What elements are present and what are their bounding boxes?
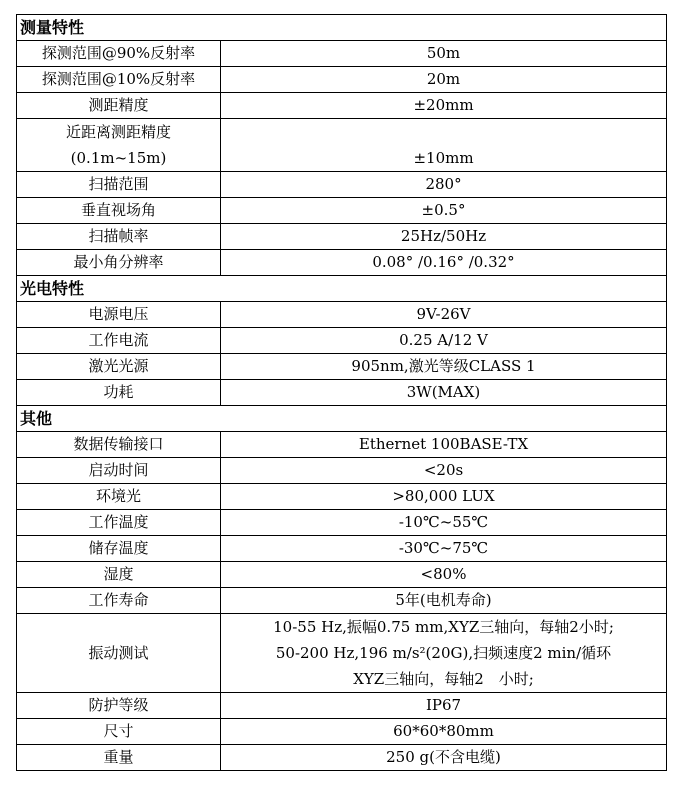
spec-label: 扫描范围 [17,172,221,198]
spec-label: 电源电压 [17,302,221,328]
spec-label: 振动测试 [17,614,221,693]
spec-value: -30℃~75℃ [221,536,667,562]
table-row [17,380,667,406]
table-row [17,745,667,771]
table-row [17,302,667,328]
table-row [17,67,667,93]
spec-value: ±10mm [221,119,667,172]
spec-value: 60*60*80mm [221,719,667,745]
table-row [17,93,667,119]
spec-value: 250 g(不含电缆) [221,745,667,771]
spec-label: 重量 [17,745,221,771]
spec-value: 905nm,激光等级CLASS 1 [221,354,667,380]
spec-label: 测距精度 [17,93,221,119]
section-title-optoelectronic: 光电特性 [17,276,667,302]
spec-value: 0.08° /0.16° /0.32° [221,250,667,276]
spec-value: -10℃~55℃ [221,510,667,536]
spec-value: 280° [221,172,667,198]
spec-label: 储存温度 [17,536,221,562]
spec-value-line: XYZ三轴向，每轴2 小时; [353,670,534,688]
spec-value: 5年(电机寿命) [221,588,667,614]
spec-label: 功耗 [17,380,221,406]
table-row [17,614,667,693]
table-row [17,354,667,380]
table-row [17,328,667,354]
table-row [17,588,667,614]
table-row [17,719,667,745]
section-title-measurement: 测量特性 [17,15,667,41]
spec-value: 9V-26V [221,302,667,328]
spec-label-line: (0.1m~15m) [70,149,167,167]
table-row [17,198,667,224]
spec-value: Ethernet 100BASE-TX [221,432,667,458]
spec-value-multiline [221,614,667,693]
spec-label-multiline [17,119,221,172]
spec-value: >80,000 LUX [221,484,667,510]
spec-label: 工作温度 [17,510,221,536]
spec-value: IP67 [221,693,667,719]
table-row [17,41,667,67]
spec-label: 环境光 [17,484,221,510]
table-row [17,510,667,536]
spec-table [16,14,667,771]
spec-value: 25Hz/50Hz [221,224,667,250]
spec-label: 激光光源 [17,354,221,380]
spec-label: 最小角分辨率 [17,250,221,276]
spec-label: 扫描帧率 [17,224,221,250]
spec-value: ±0.5° [221,198,667,224]
spec-label: 工作电流 [17,328,221,354]
table-row [17,693,667,719]
section-header-row [17,15,667,41]
spec-label: 尺寸 [17,719,221,745]
spec-label: 探测范围@10%反射率 [17,67,221,93]
table-row [17,562,667,588]
section-header-row [17,276,667,302]
spec-label: 启动时间 [17,458,221,484]
spec-label: 防护等级 [17,693,221,719]
table-row [17,536,667,562]
spec-value: 3W(MAX) [221,380,667,406]
spec-value: ±20mm [221,93,667,119]
spec-label: 湿度 [17,562,221,588]
spec-value: 0.25 A/12 V [221,328,667,354]
spec-value-line: 50-200 Hz,196 m/s²(20G),扫频速度2 min/循环 [275,644,612,662]
table-row [17,224,667,250]
table-row [17,119,667,172]
section-header-row [17,406,667,432]
table-row [17,432,667,458]
table-row [17,250,667,276]
spec-label: 垂直视场角 [17,198,221,224]
spec-label: 探测范围@90%反射率 [17,41,221,67]
spec-label: 数据传输接口 [17,432,221,458]
spec-value: <20s [221,458,667,484]
spec-value: 20m [221,67,667,93]
table-row [17,458,667,484]
spec-label: 工作寿命 [17,588,221,614]
table-row [17,172,667,198]
spec-value: <80% [221,562,667,588]
spec-label-line: 近距离测距精度 [65,123,171,141]
spec-value-line: 10-55 Hz,振幅0.75 mm,XYZ三轴向，每轴2小时; [273,618,614,636]
section-title-other: 其他 [17,406,667,432]
spec-value: 50m [221,41,667,67]
table-row [17,484,667,510]
